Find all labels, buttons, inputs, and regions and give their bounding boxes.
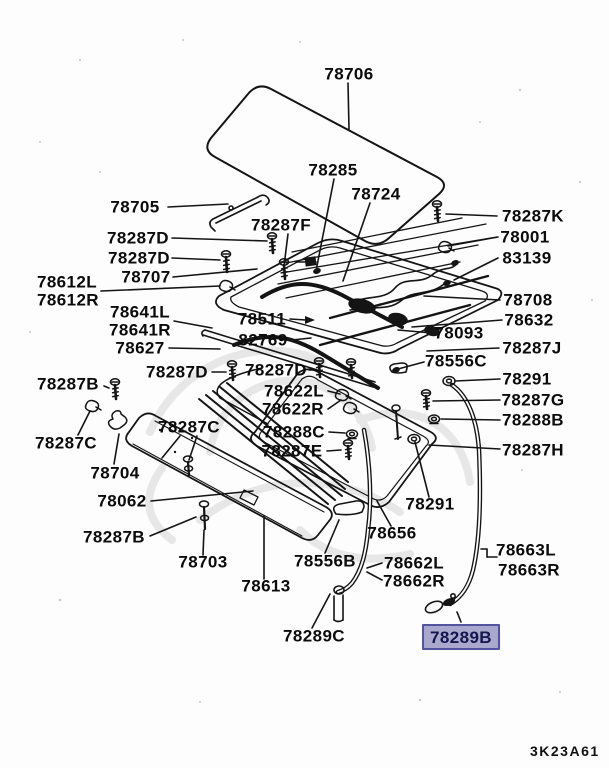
- part-label: 78291: [502, 369, 552, 389]
- part-label: 78724: [351, 184, 401, 204]
- part-label: 78093: [434, 323, 484, 343]
- part-label: 83139: [502, 248, 552, 268]
- part-label: 78062: [97, 491, 147, 511]
- part-label: 78663L: [495, 540, 557, 560]
- part-label: 78288C: [263, 422, 325, 442]
- part-label: 78287H: [502, 440, 564, 460]
- part-label: 78641L: [109, 302, 171, 322]
- part-label: 78287G: [501, 390, 565, 410]
- part-label: 78613: [241, 576, 291, 596]
- part-label: 78662R: [383, 571, 445, 591]
- part-label: 78704: [90, 463, 140, 483]
- part-label: 78632: [504, 310, 554, 330]
- part-label: 78001: [500, 227, 550, 247]
- part-label: 78287C: [35, 433, 97, 453]
- part-label: 78287D: [245, 360, 307, 380]
- part-label: 78708: [503, 290, 553, 310]
- part-label: 78656: [367, 523, 417, 543]
- part-label: 82769: [238, 330, 288, 350]
- part-label: 78287B: [83, 527, 145, 547]
- part-label: 78287D: [108, 248, 170, 268]
- part-label: 78287B: [37, 374, 99, 394]
- part-label-highlighted[interactable]: 78289B: [422, 624, 500, 650]
- part-label: 78289C: [283, 626, 345, 646]
- part-label: 78663R: [498, 560, 560, 580]
- part-label: 78288B: [502, 410, 564, 430]
- part-label: 78641R: [109, 320, 171, 340]
- part-label: 78285: [308, 160, 358, 180]
- part-label: 78706: [324, 64, 374, 84]
- part-label: 78291: [405, 494, 455, 514]
- part-label: 78707: [121, 267, 171, 287]
- part-label: 78287D: [146, 362, 208, 382]
- part-label: 78612L: [36, 272, 98, 292]
- part-label: 78622R: [262, 399, 324, 419]
- part-label: 78287D: [107, 228, 169, 248]
- part-label: 78287F: [250, 215, 312, 235]
- part-label: 78287E: [261, 441, 323, 461]
- part-label: 78556B: [294, 551, 356, 571]
- part-label: 78287J: [502, 338, 562, 358]
- figure-code: 3K23A61: [530, 743, 600, 759]
- part-label: 78287C: [158, 417, 220, 437]
- part-label: 78662L: [383, 553, 445, 573]
- part-label: 78622L: [263, 381, 325, 401]
- part-label: 78612R: [37, 290, 99, 310]
- part-label: 78556C: [425, 351, 487, 371]
- part-label: 78703: [178, 552, 228, 572]
- part-label: 78627: [115, 338, 165, 358]
- part-label: 78287K: [502, 206, 564, 226]
- part-label: 78705: [110, 197, 160, 217]
- part-label: 78511: [237, 309, 287, 329]
